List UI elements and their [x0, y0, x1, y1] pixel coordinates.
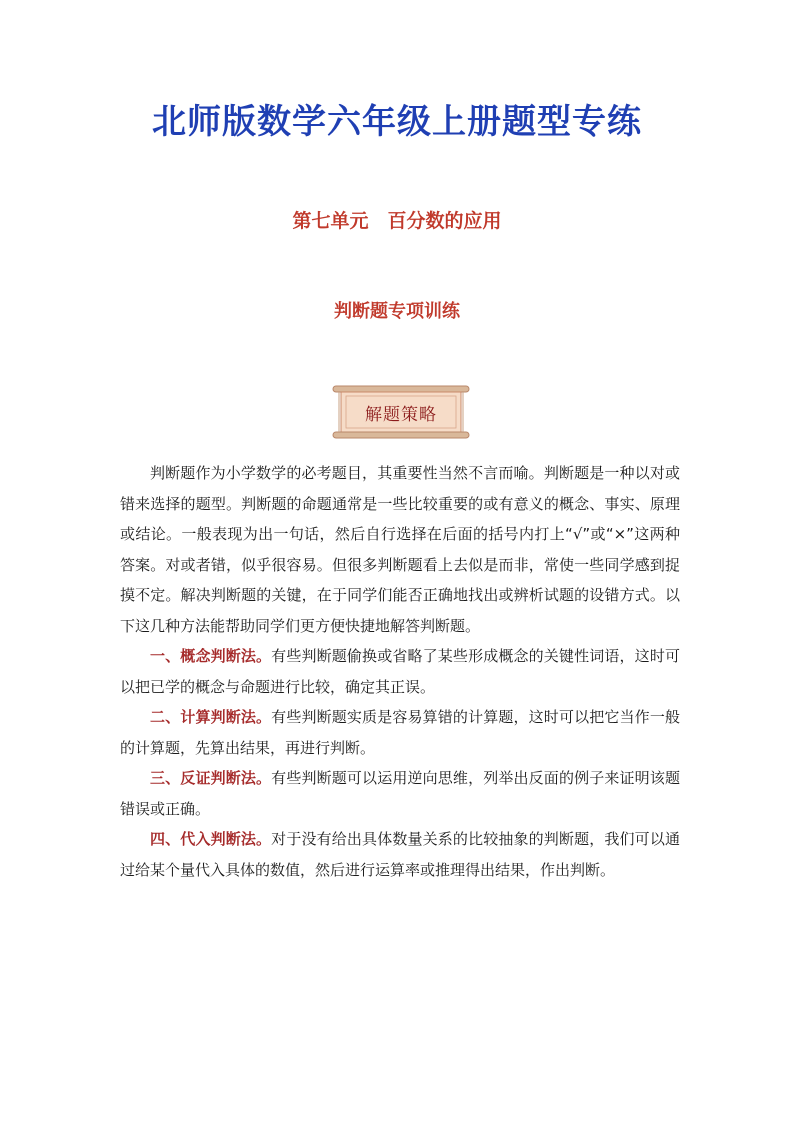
strategy-banner	[331, 384, 471, 440]
main-title: 北师版数学六年级上册题型专练	[152, 102, 642, 142]
method-name: 二、计算判断法。	[150, 708, 272, 726]
method-text: 有些判断题偷换或省略了某些形成概念的关键性词语，这时可以把已学的概念与命题进行比较，确定其正误。	[120, 647, 680, 696]
strategy-banner-label: 解题策略	[365, 405, 437, 425]
method-name: 三、反证判断法。	[150, 769, 272, 787]
method-paragraph	[120, 702, 680, 763]
method-text: 有些判断题实质是容易算错的计算题，这时可以把它当作一般的计算题，先算出结果，再进行判断。	[120, 708, 680, 757]
unit-title: 第七单元 百分数的应用	[292, 210, 502, 232]
method-paragraph	[120, 641, 680, 702]
method-paragraph	[120, 824, 680, 885]
section-title: 判断题专项训练	[334, 301, 460, 322]
body-text	[120, 458, 680, 885]
method-text: 有些判断题可以运用逆向思维，列举出反面的例子来证明该题错误或正确。	[120, 769, 680, 818]
method-name: 四、代入判断法。	[150, 830, 272, 848]
method-name: 一、概念判断法。	[150, 647, 272, 665]
intro-paragraph: 判断题作为小学数学的必考题目，其重要性当然不言而喻。判断题是一种以对或错来选择的题型。判断题的命题通常是一些比较重要的或有意义的概念、事实、原理或结论。一般表现为出一句话，然后自行选择在后面的括号内打上“√”或“×”这两种答案。对或者错，似乎很容易。但很多判断题看上去似是而非，常使一些同学感到捉摸不定。解决判断题的关键，在于同学们能否正确地找出或辨析试题的设错方式。以下这几种方法能帮助同学们更方便快捷地解答判断题。	[120, 464, 680, 635]
method-paragraph	[120, 763, 680, 824]
method-text: 对于没有给出具体数量关系的比较抽象的判断题，我们可以通过给某个量代入具体的数值，然后进行运算率或推理得出结果，作出判断。	[120, 830, 680, 879]
